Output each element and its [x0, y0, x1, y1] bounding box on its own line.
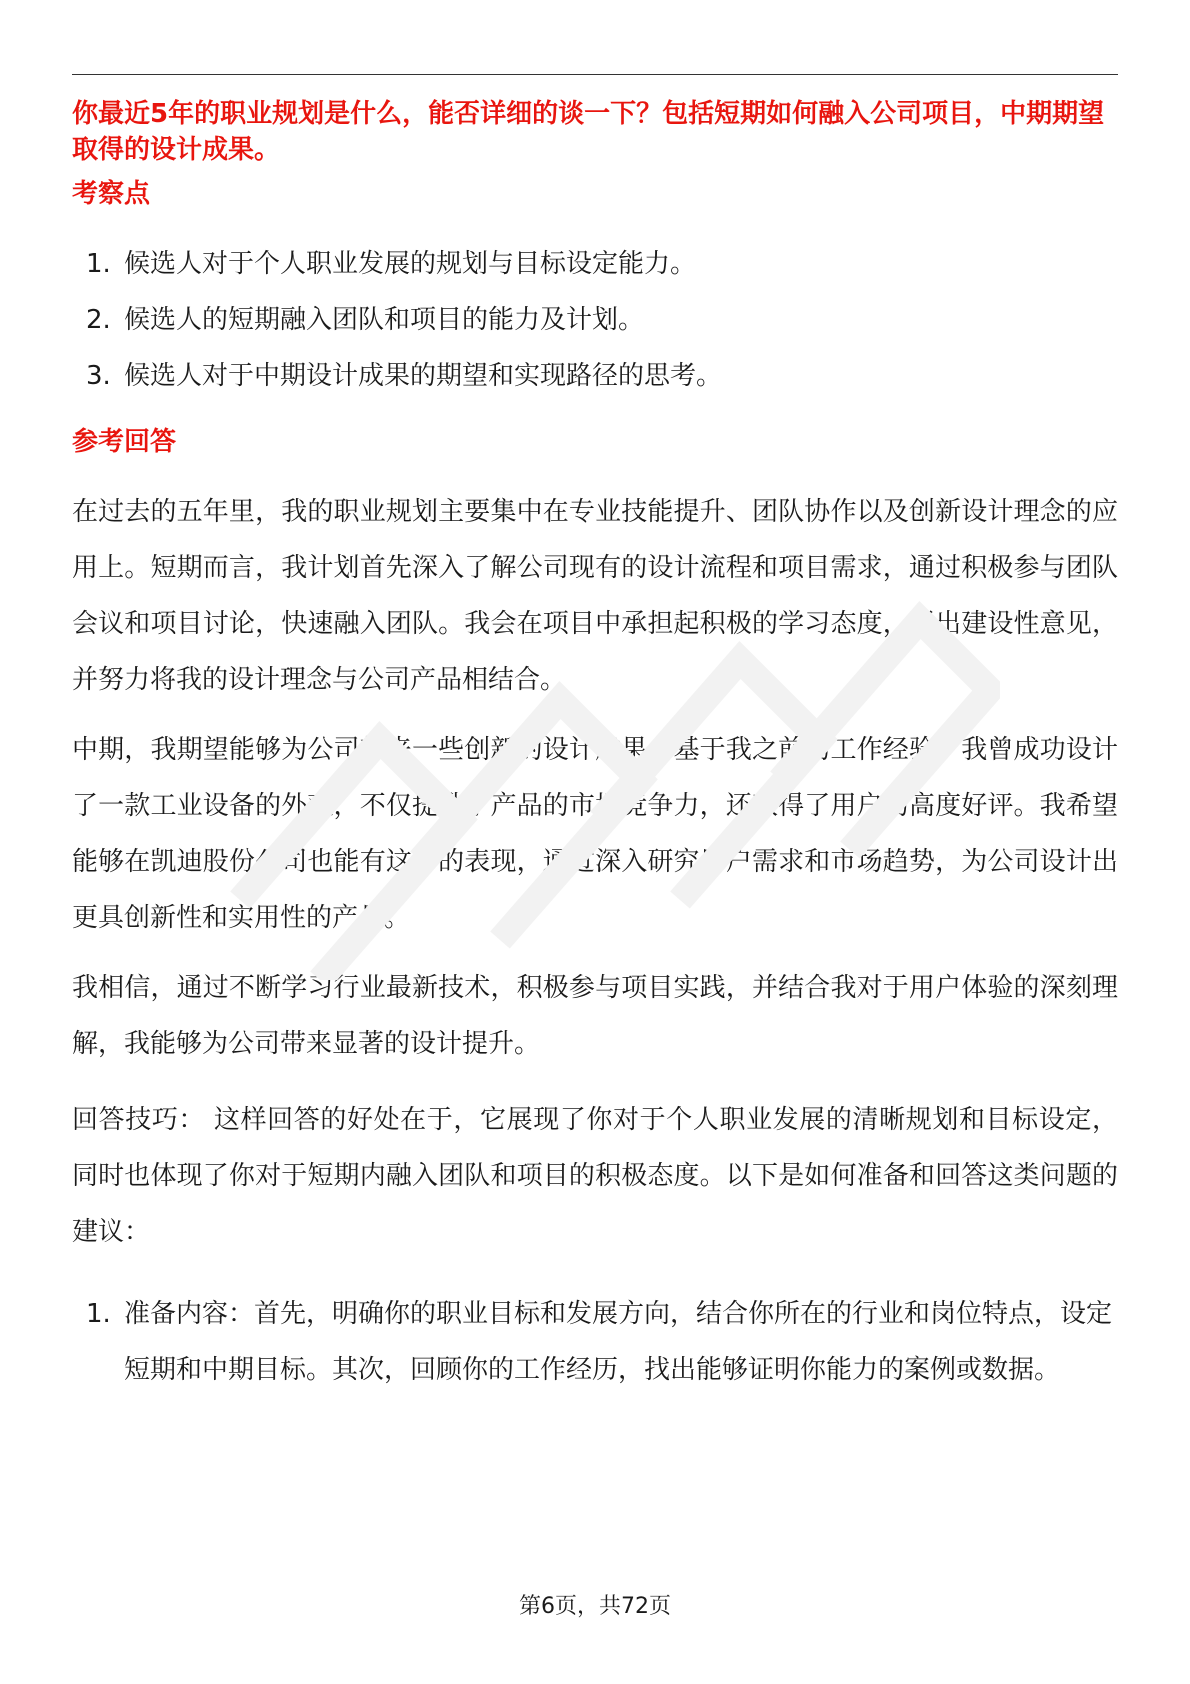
points-section-title: 考察点 — [72, 179, 151, 209]
list-item — [72, 1286, 1118, 1398]
tips-list — [72, 1286, 1118, 1398]
list-item — [72, 302, 1118, 338]
list-item — [72, 358, 1118, 394]
list-text: 候选人对于个人职业发展的规划与目标设定能力。 — [124, 249, 697, 279]
list-number: 1. — [86, 249, 111, 279]
question-heading: 你最近5年的职业规划是什么，能否详细的谈一下？包括短期如何融入公司项目，中期期望取得的设计成果。 — [72, 99, 1105, 165]
points-list — [72, 246, 1118, 414]
page-footer: 第6页，共72页 — [519, 1594, 671, 1619]
list-number: 3. — [86, 361, 111, 391]
answer-paragraph: 我相信，通过不断学习行业最新技术，积极参与项目实践，并结合我对于用户体验的深刻理解，我能够为公司带来显著的设计提升。 — [72, 973, 1118, 1059]
answer-section-title: 参考回答 — [72, 427, 177, 457]
answer-paragraph: 在过去的五年里，我的职业规划主要集中在专业技能提升、团队协作以及创新设计理念的应用上。短期而言，我计划首先深入了解公司现有的设计流程和项目需求，通过积极参与团队会议和项目讨论，快速融入团队。我会在项目中承担起积极的学习态度，提出建设性意见，并努力将我的设计理念与公司产品相结合。 — [72, 497, 1118, 695]
answer-paragraph: 中期，我期望能够为公司带来一些创新的设计成果。基于我之前的工作经验，我曾成功设计了一款工业设备的外观，不仅提升了产品的市场竞争力，还获得了用户的高度好评。我希望能够在凯迪股份公司也能有这样的表现，通过深入研究用户需求和市场趋势，为公司设计出更具创新性和实用性的产品。 — [72, 735, 1118, 933]
list-item — [72, 246, 1118, 282]
list-number: 1. — [86, 1299, 111, 1329]
answer-tips-paragraph: 回答技巧： 这样回答的好处在于，它展现了你对于个人职业发展的清晰规划和目标设定，同时也体现了你对于短期内融入团队和项目的积极态度。以下是如何准备和回答这类问题的建议： — [72, 1105, 1118, 1247]
list-text: 准备内容：首先，明确你的职业目标和发展方向，结合你所在的行业和岗位特点，设定短期和中期目标。其次，回顾你的工作经历，找出能够证明你能力的案例或数据。 — [124, 1299, 1113, 1385]
document-page — [72, 0, 1118, 1684]
list-text: 候选人的短期融入团队和项目的能力及计划。 — [124, 305, 645, 335]
top-divider — [72, 74, 1118, 75]
list-text: 候选人对于中期设计成果的期望和实现路径的思考。 — [124, 361, 723, 391]
list-number: 2. — [86, 305, 111, 335]
